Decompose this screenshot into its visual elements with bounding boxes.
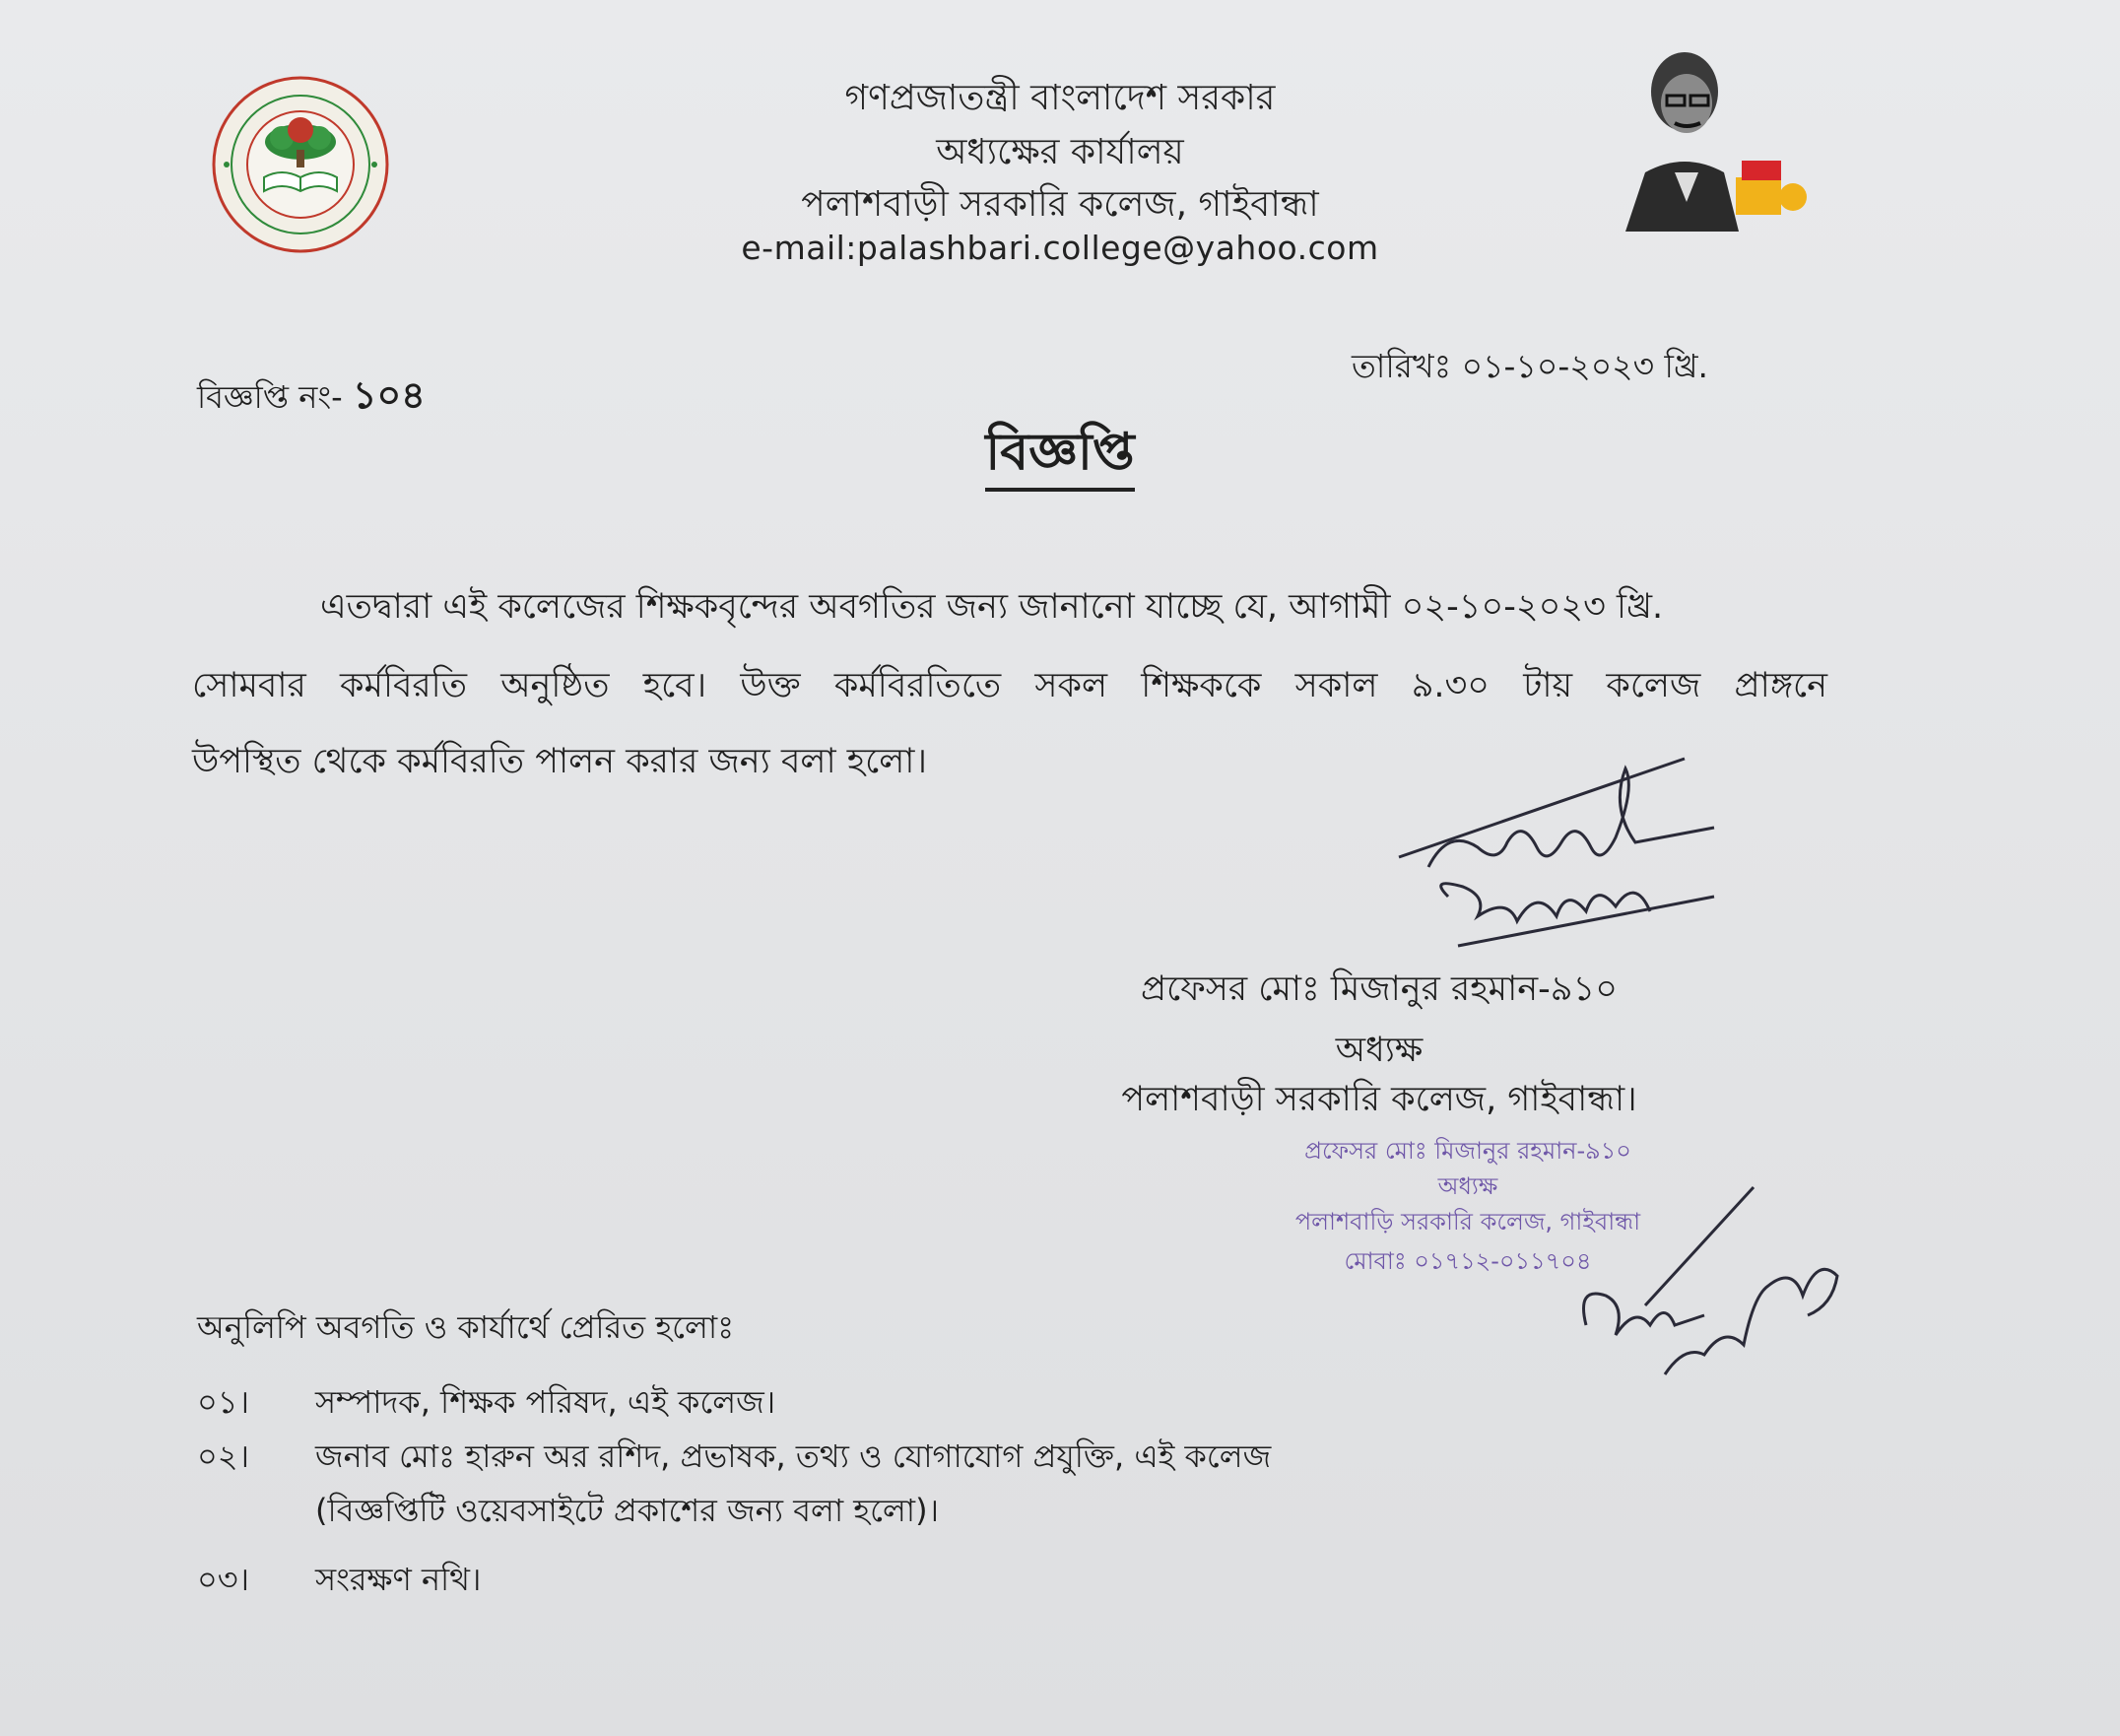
notice-number-label: বিজ্ঞপ্তি নং-: [197, 378, 343, 416]
list-item: [197, 1555, 481, 1608]
copies-title: অনুলিপি অবগতি ও কার্যার্থে প্রেরিত হলোঃ: [197, 1308, 735, 1346]
stamp-signature-icon: [1557, 1177, 1852, 1384]
list-item-continuation: (বিজ্ঞপ্তিটি ওয়েবসাইটে প্রকাশের জন্য বলা হলো)।: [315, 1492, 940, 1529]
principal-signature-icon: [1389, 749, 1724, 966]
notice-date: তারিখঃ ০১-১০-২০২৩ খ্রি.: [1352, 347, 1709, 385]
signatory-name: প্রফেসর মোঃ মিজানুর রহমান-৯১০: [1141, 969, 1618, 1009]
body-line-2: সোমবার কর্মবিরতি অনুষ্ঠিত হবে। উক্ত কর্মবিরতিতে সকল শিক্ষককে সকাল ৯.৩০ টায় কলেজ প্রাঙ্গনে: [192, 666, 1827, 705]
body-line-3: উপস্থিত থেকে কর্মবিরতি পালন করার জন্য বলা হলো।: [192, 742, 927, 781]
signatory-institution: পলাশবাড়ী সরকারি কলেজ, গাইবান্ধা।: [1121, 1080, 1637, 1119]
college-heading: পলাশবাড়ী সরকারি কলেজ, গাইবান্ধা: [801, 184, 1319, 225]
stamp-institution: পলাশবাড়ি সরকারি কলেজ, গাইবান্ধা: [1294, 1208, 1641, 1235]
office-heading: অধ্যক্ষের কার্যালয়: [936, 132, 1184, 172]
notice-title: [0, 412, 2120, 498]
govt-heading: গণপ্রজাতন্ত্রী বাংলাদেশ সরকার: [844, 78, 1276, 118]
stamp-name: প্রফেসর মোঃ মিজানুর রহমান-৯১০: [1304, 1137, 1631, 1165]
list-item-number: ০৩।: [197, 1561, 250, 1598]
body-line-1: এতদ্বারা এই কলেজের শিক্ষকবৃন্দের অবগতির জন্য জানানো যাচ্ছে যে, আগামী ০২-১০-২০২৩ খ্রি.: [320, 587, 1664, 627]
notice-title-text: বিজ্ঞপ্তি: [985, 423, 1134, 492]
email-line: e-mail:palashbari.college@yahoo.com: [741, 229, 1379, 267]
stamp-designation: অধ্যক্ষ: [1437, 1172, 1498, 1200]
signatory-designation: অধ্যক্ষ: [1335, 1031, 1424, 1070]
list-item-number: ০২।: [197, 1437, 250, 1475]
list-item: [197, 1377, 775, 1431]
list-item-number: ০১।: [197, 1383, 250, 1421]
list-item-text: সংরক্ষণ নথি।: [315, 1561, 482, 1598]
stamp-phone: মোবাঃ ০১৭১২-০১১৭০৪: [1344, 1247, 1592, 1275]
list-item-text: জনাব মোঃ হারুন অর রশিদ, প্রভাষক, তথ্য ও যোগাযোগ প্রযুক্তি, এই কলেজ: [315, 1437, 1272, 1475]
notice-number-value: ১০৪: [352, 373, 426, 417]
list-item: [197, 1432, 1271, 1485]
list-item-text: সম্পাদক, শিক্ষক পরিষদ, এই কলেজ।: [315, 1383, 776, 1421]
